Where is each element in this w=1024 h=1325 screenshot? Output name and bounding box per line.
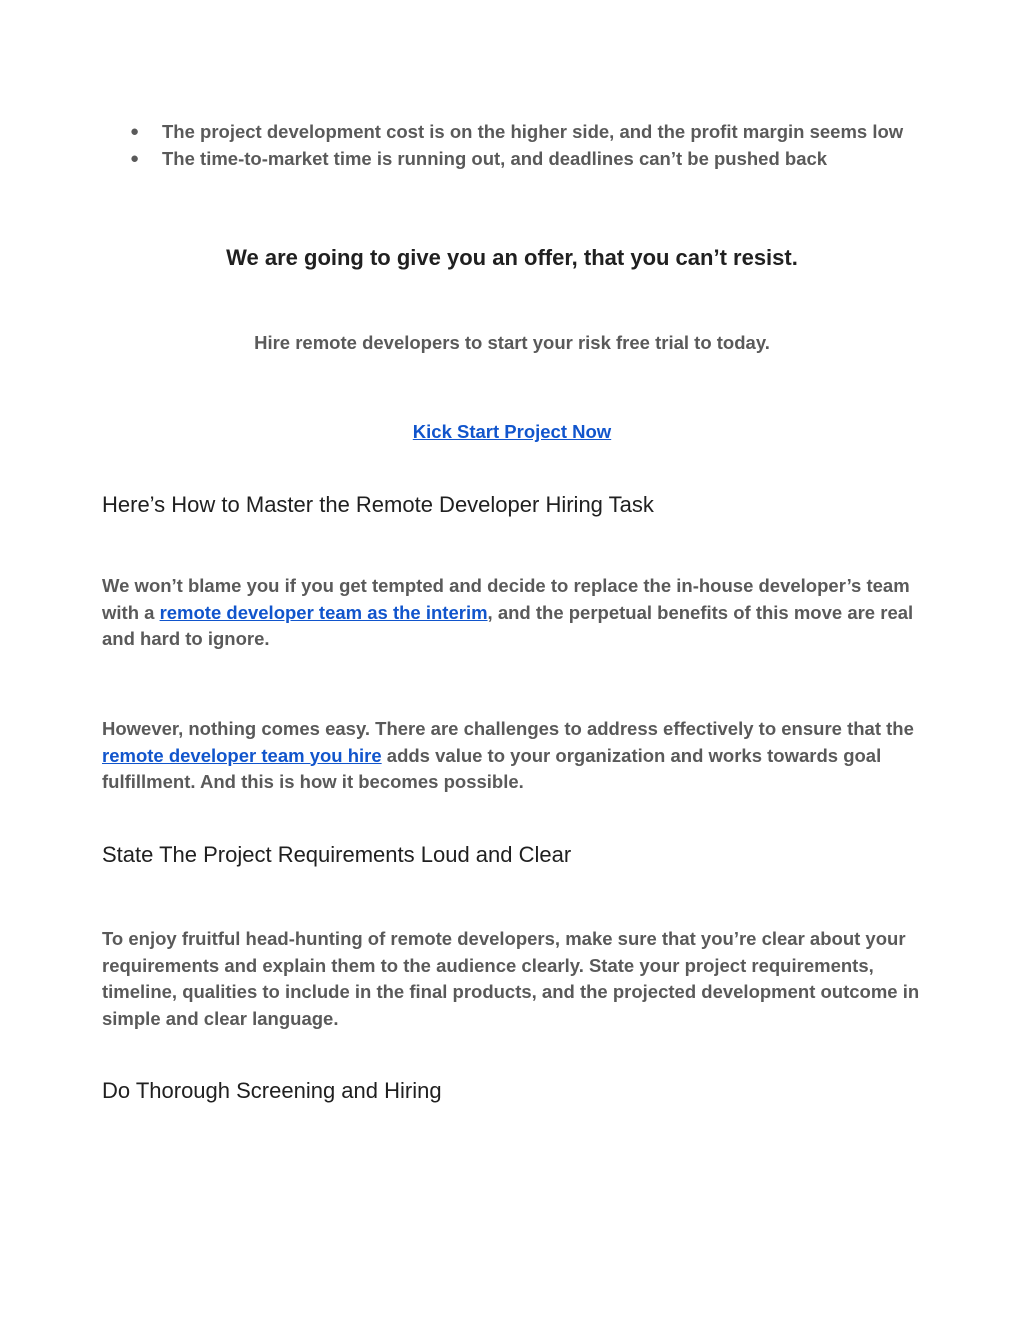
section-heading-requirements: State The Project Requirements Loud and Clear bbox=[102, 842, 572, 867]
cta-line bbox=[0, 419, 1024, 445]
bullet-icon: ● bbox=[130, 149, 140, 167]
paragraph-text: adds value to your organization and works towards goal fulfillment. And this is how it becomes possible. bbox=[102, 744, 882, 792]
section-heading-screening: Do Thorough Screening and Hiring bbox=[102, 1078, 442, 1103]
offer-heading: We are going to give you an offer, that you can’t resist. bbox=[226, 245, 798, 270]
paragraph-requirements: To enjoy fruitful head-hunting of remote developers, make sure that you’re clear about your requirements and explain them to the audience clearly. State your project requirements, timeline, qualities to include in the final products, and the projected development outcome in simple and clear language. bbox=[102, 928, 920, 1029]
trial-text: Hire remote developers to start your risk free trial to today. bbox=[254, 332, 770, 353]
bullet-text: The time-to-market time is running out, and deadlines can’t be pushed back bbox=[162, 147, 828, 169]
remote-team-hire-link[interactable]: remote developer team you hire bbox=[102, 744, 382, 766]
bullet-text: The project development cost is on the higher side, and the profit margin seems low bbox=[162, 121, 904, 142]
section-heading-master-hiring: Here’s How to Master the Remote Developer Hiring Task bbox=[102, 492, 654, 517]
paragraph-challenges bbox=[102, 716, 922, 796]
paragraph-interim-team bbox=[102, 573, 922, 653]
list-item bbox=[130, 119, 910, 146]
bullet-list bbox=[130, 119, 910, 172]
kick-start-project-link[interactable]: Kick Start Project Now bbox=[412, 421, 612, 442]
paragraph-text: , and the perpetual benefits of this move are real and hard to ignore. bbox=[102, 601, 914, 649]
remote-team-interim-link[interactable]: remote developer team as the interim bbox=[159, 601, 488, 623]
list-item bbox=[130, 146, 910, 173]
paragraph-text: We won’t blame you if you get tempted and decide to replace the in-house developer’s team with a bbox=[102, 575, 910, 623]
bullet-icon: ● bbox=[130, 123, 140, 140]
paragraph-text: However, nothing comes easy. There are challenges to address effectively to ensure that the bbox=[102, 718, 914, 739]
